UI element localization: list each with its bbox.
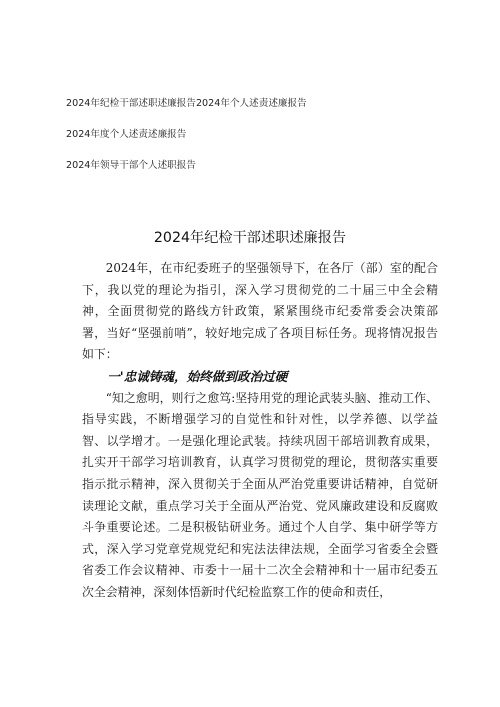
intro-paragraph: 2024年，在市纪委班子的坚强领导下，在各厅（部）室的配合下，我以党的理论为指引，深入学习贯彻党的二十届三中全会精神，全面贯彻党的路线方针政策，紧紧围绕市纪委常委会决策部署，当好“坚强前哨”，较好地完成了各项目标任务。现将情况报告如下： [82, 261, 438, 362]
document-title: 2024年纪检干部述职述廉报告 [153, 230, 347, 246]
related-reports-list [66, 97, 466, 190]
section-paragraph: “知之愈明，则行之愈笃:坚持用党的理论武装头脑、推动工作、指导实践，不断增强学习的自觉性和针对性，以学养德、以学益智、以学增才。一是强化理论武装。持续巩固干部培训教育成果，扎实开干部学习培训教育，认真学习贯彻党的理论，贯彻落实重要指示批示精神，深入贯彻关于全面从严治党重要讲话精神，自觉研读理论文献，重点学习关于全面从严治党、党风廉政建设和反腐败斗争重要论述。二是积极钻研业务。通过个人自学、集中研学等方式，深入学习党章党规党纪和宪法法律法规，全面学习省委全会暨省委工作会议精神、市委十一届十二次全会精神和十一届市纪委五次全会精神，深刻体悟新时代纪检监察工作的使命和责任， [82, 390, 438, 599]
document-body [82, 258, 438, 604]
related-report-item: 2024年领导干部个人述职报告 [66, 160, 196, 171]
section-heading: 一'忠诚铸魂，始终做到政治过硬 [107, 368, 288, 384]
related-report-item: 2024年度个人述责述廉报告 [66, 129, 187, 140]
related-report-item: 2024年纪检干部述职述廉报告2024年个人述责述廉报告 [66, 98, 307, 109]
